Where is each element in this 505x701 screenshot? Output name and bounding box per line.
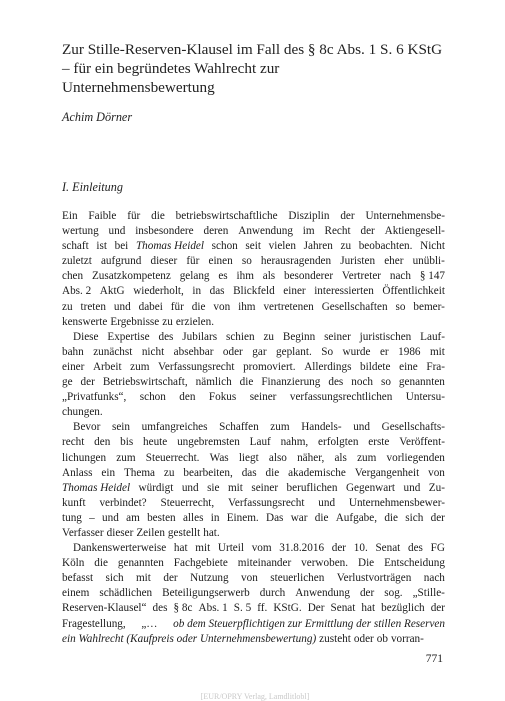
word: dieser [106, 526, 134, 539]
word: die [191, 300, 206, 313]
word: nicht [141, 345, 165, 358]
word: juristischen [359, 330, 412, 343]
word: chen [62, 270, 84, 283]
title-line: Zur Stille-Reserven-Klausel im Fall des § 8c Abs. 1 S. 6 KStG [62, 41, 443, 58]
word: es [218, 270, 228, 283]
word: oder [353, 632, 374, 645]
word: § 8c [173, 602, 193, 615]
word: Unternehmensbe- [365, 210, 445, 222]
word: interessierten [314, 285, 374, 298]
word: die [239, 376, 254, 389]
word: verbindet? [99, 496, 147, 509]
word: würdigt [138, 481, 174, 494]
word: und [102, 511, 119, 524]
word: recht [62, 436, 85, 449]
text-line [62, 269, 445, 284]
word: S. 5 [233, 602, 252, 615]
word: Verfasser [62, 526, 104, 539]
word: Ein [62, 210, 78, 222]
word: Thema [123, 466, 156, 479]
word: Lauf- [420, 330, 445, 343]
word: Reserven-Klausel“ [62, 602, 147, 615]
word: bei [114, 240, 129, 253]
word: Fragestellung, [62, 617, 126, 630]
word: ein Wahlrecht (Kaufpreis oder Unternehmensbewertung) [62, 632, 317, 645]
word: Vertreter [341, 270, 382, 283]
word: Nicht [420, 240, 445, 253]
word: 10. [353, 542, 368, 555]
text-line [62, 481, 445, 496]
author-name: Achim Dörner [62, 110, 133, 124]
word: FG [430, 542, 445, 555]
word: er [379, 345, 389, 358]
word: und [353, 421, 370, 434]
word: deren [203, 225, 229, 238]
word: Beteiligungserwerb [162, 587, 250, 600]
word: Aufgabe, [335, 511, 378, 524]
word: einer [62, 360, 85, 373]
word: das [209, 285, 225, 298]
word: bearbeiten, [183, 466, 233, 479]
word: verwoben. [301, 557, 349, 570]
word: Zu- [428, 481, 445, 494]
paragraph [62, 420, 445, 541]
word: steuerlichen [270, 572, 325, 585]
word: Beginn [282, 330, 316, 343]
word: bildete [360, 360, 391, 373]
word: lichungen [62, 451, 107, 464]
title-line: – für ein begründetes Wahlrecht zur [62, 60, 280, 77]
word: Finanzierung [261, 376, 321, 389]
word: beobachten. [358, 240, 413, 253]
word: Fra- [426, 360, 445, 373]
word: chungen. [62, 406, 103, 419]
word: Steuerrecht, [160, 496, 215, 509]
word: von [241, 572, 258, 585]
text-line [62, 526, 445, 541]
word: beruflichen [286, 481, 338, 494]
word: und [113, 300, 131, 313]
word: akademische [288, 466, 346, 479]
word: Ergebnisse [110, 315, 160, 328]
text-line [62, 254, 445, 269]
word: Thomas Heidel [135, 240, 204, 253]
word: eher [384, 255, 404, 268]
text-line [62, 239, 445, 254]
word: als [262, 270, 276, 283]
word: Recht [324, 225, 351, 238]
word: Anwendung [295, 587, 350, 600]
page-number: 771 [425, 653, 443, 665]
word: Senat [375, 542, 401, 555]
word: der [331, 542, 347, 555]
text-line [62, 632, 445, 647]
word: Verfassungsrecht [228, 496, 305, 509]
word: bahn [62, 345, 84, 358]
word: als [334, 451, 347, 464]
word: die [151, 210, 165, 222]
word: durch [259, 587, 286, 600]
word: 31.8.2016 [279, 542, 325, 555]
word: ist [96, 240, 107, 253]
word: Aktiengesell- [384, 225, 445, 238]
word: der [163, 572, 178, 585]
word: dieser [150, 255, 178, 268]
word: aufgrund [100, 255, 142, 268]
word: Gegenwart [345, 481, 396, 494]
text-line [62, 390, 445, 405]
word: wiederholt, [133, 285, 184, 298]
word: von [428, 466, 445, 479]
word: Dankenswerterweise [73, 542, 167, 555]
word: nach [423, 572, 445, 585]
word: den [179, 391, 196, 404]
word: zu [263, 330, 274, 343]
word: das [241, 466, 257, 479]
word: „Stille- [412, 587, 445, 600]
word: in [210, 511, 220, 524]
word: der [430, 602, 445, 615]
word: Nutzung [190, 572, 229, 585]
text-line [62, 556, 445, 571]
word: seiner [324, 330, 351, 343]
word: Expertise [107, 330, 150, 343]
word: bis [120, 436, 134, 449]
word: so [380, 376, 391, 389]
word: gar [252, 345, 267, 358]
paragraph [62, 541, 445, 647]
word: betriebswirtschaftliche [175, 210, 278, 222]
word: eine [399, 360, 418, 373]
word: ge [62, 376, 73, 389]
word: Der [307, 602, 325, 615]
word: Diese [73, 330, 99, 343]
word: einen [208, 255, 233, 268]
word: Faible [88, 210, 117, 222]
word: für [186, 255, 200, 268]
word: einer [283, 285, 306, 298]
word: die [314, 511, 329, 524]
word: erzielen. [175, 315, 215, 328]
word: Untersu- [405, 391, 445, 404]
word: seiner [251, 481, 279, 494]
word: promoviert. [243, 360, 296, 373]
word: mit [227, 481, 243, 494]
word: des [152, 602, 168, 615]
word: zunächst [93, 345, 133, 358]
word: 1986 [398, 345, 421, 358]
word: Jahren [303, 240, 333, 253]
word: der [359, 587, 375, 600]
word: erfolgten [318, 436, 359, 449]
word: treten [80, 300, 106, 313]
word: näher, [297, 451, 325, 464]
word: zu [62, 300, 73, 313]
word: ob [376, 632, 388, 645]
word: einem [62, 587, 90, 600]
word: nahm, [280, 436, 309, 449]
word: vom [251, 542, 272, 555]
word: des [328, 376, 344, 389]
word: sich [405, 511, 424, 524]
word: nämlich [195, 376, 232, 389]
word: ff. [257, 602, 268, 615]
word: So [321, 345, 334, 358]
word: mit [135, 572, 151, 585]
word: erste [368, 436, 390, 449]
word: Juristen [340, 255, 376, 268]
word: der [430, 511, 445, 524]
word: KStG. [273, 602, 302, 615]
word: mit [195, 542, 211, 555]
word: des [408, 542, 423, 555]
word: „… [141, 617, 158, 630]
word: zum [357, 451, 377, 464]
word: und [318, 496, 336, 509]
word: kenswerte [62, 315, 108, 328]
word: sie [207, 481, 220, 494]
word: zum [130, 360, 150, 373]
word: hat. [203, 526, 220, 539]
word: vorliegenden [386, 451, 445, 464]
word: wertung [62, 225, 99, 238]
word: dabei [138, 300, 163, 313]
watermark: [EUR/OPRY Verlag, Lamdlitlobl] [200, 692, 310, 701]
text-line [62, 330, 445, 345]
word: vielen [268, 240, 296, 253]
word: im [302, 225, 315, 238]
word: und [181, 481, 199, 494]
word: am [126, 511, 140, 524]
word: so [241, 255, 252, 268]
word: und [403, 481, 421, 494]
word: Einem. [226, 511, 259, 524]
word: zum [270, 421, 290, 434]
word: besonderer [284, 270, 334, 283]
word: Fokus [208, 391, 237, 404]
word: schädlichen [99, 587, 153, 600]
word: genannten [117, 557, 164, 570]
text-line [62, 586, 445, 601]
word: miteinander [237, 557, 292, 570]
word: Die [357, 557, 375, 570]
word: nach [389, 270, 411, 283]
word: herausragenden [260, 255, 332, 268]
paragraph [62, 330, 445, 421]
word: Betriebswirtschaft, [102, 376, 188, 389]
word: Abs. 1 [198, 602, 228, 615]
word: zusteht [319, 632, 351, 645]
word: vorran- [390, 632, 424, 645]
title-line: Unternehmensbewertung [62, 79, 215, 96]
word: liegt [238, 451, 259, 464]
word: Arbeit [92, 360, 122, 373]
word: in [192, 285, 202, 298]
word: Öffentlichkeit [382, 285, 445, 298]
word: Disziplin [288, 210, 330, 222]
text-line [62, 435, 445, 450]
word: zu [340, 240, 352, 253]
word: bemer- [413, 300, 445, 313]
text-line [62, 345, 445, 360]
word: ob dem Steuerpflichtigen zur Ermittlung der stillen Reserven [173, 617, 445, 630]
text-line [62, 209, 445, 224]
body-text [62, 209, 445, 647]
word: Zusatzkompetenz [91, 270, 171, 283]
word: des [158, 330, 174, 343]
word: Fachgebiete [173, 557, 228, 570]
word: hat [361, 602, 376, 615]
word: unübli- [412, 255, 445, 268]
word: AktG [99, 285, 125, 298]
word: ihm [238, 300, 256, 313]
text-line [62, 451, 445, 466]
text-line [62, 405, 445, 420]
word: Gesellschafts- [381, 421, 445, 434]
word: Steuerrecht. [145, 451, 200, 464]
word: Allerdings [304, 360, 352, 373]
word: sich [105, 572, 124, 585]
word: Verfassungsrecht [158, 360, 235, 373]
word: die [94, 557, 108, 570]
word: absehbar [173, 345, 214, 358]
word: den [94, 436, 111, 449]
word: Köln [62, 557, 85, 570]
word: insbesondere [135, 225, 194, 238]
word: zum [116, 451, 136, 464]
word: Schaffen [219, 421, 259, 434]
word: Das [266, 511, 284, 524]
word: geplant. [276, 345, 312, 358]
word: schien [225, 330, 255, 343]
word: Jubilars [182, 330, 218, 343]
word: „Privatfunks“, [62, 391, 127, 404]
word: tung [62, 511, 82, 524]
word: Verlustvorträgen [336, 572, 412, 585]
word: ihm [236, 270, 254, 283]
word: schon [139, 391, 166, 404]
word: zu [163, 466, 175, 479]
text-line [62, 496, 445, 511]
word: Blickfeld [233, 285, 275, 298]
text-line [62, 466, 445, 481]
word: umfangreiches [141, 421, 208, 434]
text-line [62, 571, 445, 586]
word: Abs. 2 [62, 285, 92, 298]
text-line [62, 224, 445, 239]
word: Was [209, 451, 229, 464]
word: Unternehmensbewer- [348, 496, 445, 509]
word: Vergangenheit [354, 466, 420, 479]
word: oder [222, 345, 243, 358]
word: die [265, 466, 280, 479]
text-line [62, 360, 445, 375]
text-line [62, 315, 445, 330]
word: und [108, 225, 126, 238]
word: sein [111, 421, 130, 434]
word: wurde [342, 345, 371, 358]
word: Bevor [73, 421, 101, 434]
text-line [62, 375, 445, 390]
word: Anwendung [238, 225, 293, 238]
word: kunft [62, 496, 86, 509]
word: zuletzt [62, 255, 92, 268]
word: der [360, 225, 375, 238]
word: gelang [179, 270, 210, 283]
text-line [62, 420, 445, 435]
word: war [290, 511, 308, 524]
word: seit [245, 240, 261, 253]
word: vertretenen [263, 300, 314, 313]
word: hat [173, 542, 188, 555]
word: sog. [384, 587, 403, 600]
word: besten [147, 511, 176, 524]
word: Anlass [62, 466, 93, 479]
word: Senat [330, 602, 356, 615]
word: bezüglich [381, 602, 425, 615]
word: so [395, 300, 406, 313]
article-title [62, 40, 462, 97]
word: befasst [62, 572, 94, 585]
word: schaft [62, 240, 89, 253]
word: ein [101, 466, 116, 479]
text-line [62, 617, 445, 632]
word: § 147 [419, 270, 445, 283]
word: die [384, 511, 398, 524]
word: Handels- [301, 421, 342, 434]
word: seiner [249, 391, 277, 404]
word: heute [143, 436, 168, 449]
word: ungebremsten [177, 436, 240, 449]
word: also [268, 451, 287, 464]
word: Zeilen [136, 526, 165, 539]
word: Thomas Heidel [62, 481, 131, 494]
text-line [62, 601, 445, 616]
word: der [80, 376, 95, 389]
word: für [170, 300, 184, 313]
word: schon [211, 240, 238, 253]
word: für [127, 210, 141, 222]
word: zu [162, 315, 173, 328]
word: alles [182, 511, 204, 524]
word: verfassungsrechtlichen [289, 391, 393, 404]
text-line [62, 541, 445, 556]
word: von [213, 300, 231, 313]
word: Urteil [217, 542, 244, 555]
word: – [89, 511, 95, 524]
word: Entscheidung [384, 557, 445, 570]
word: der [340, 210, 355, 222]
word: mit [429, 345, 445, 358]
word: noch [351, 376, 373, 389]
paragraph [62, 209, 445, 330]
word: Gesellschaften [321, 300, 388, 313]
word: Lauf [249, 436, 271, 449]
text-line [62, 284, 445, 299]
word: genannten [398, 376, 445, 389]
word: Veröffent- [399, 436, 445, 449]
text-line [62, 511, 445, 526]
word: gestellt [167, 526, 201, 539]
section-heading: I. Einleitung [62, 180, 123, 194]
text-line [62, 300, 445, 315]
